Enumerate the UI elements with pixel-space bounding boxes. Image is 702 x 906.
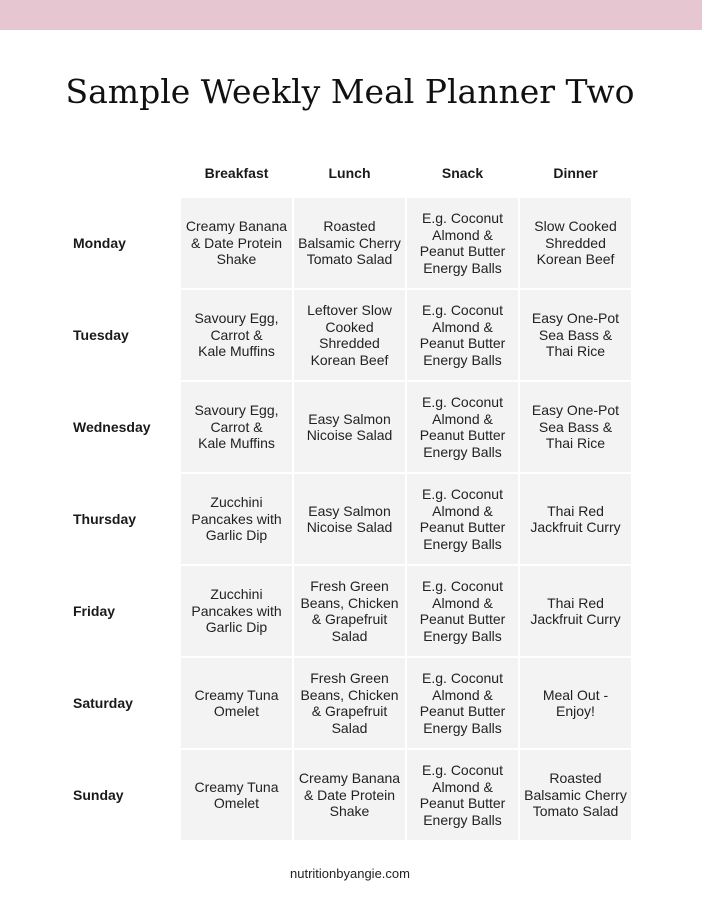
- column-header-lunch: Lunch: [328, 165, 371, 181]
- footer-website: nutritionbyangie.com: [290, 866, 410, 881]
- meal-cell: Savoury Egg, Carrot & Kale Muffins: [181, 290, 292, 380]
- row-label-friday: Friday: [73, 603, 116, 619]
- meal-cell: Thai Red Jackfruit Curry: [520, 474, 631, 564]
- meal-cell: E.g. Coconut Almond & Peanut Butter Energy Balls: [407, 198, 518, 288]
- row-label-sunday: Sunday: [73, 787, 124, 803]
- meal-cell: E.g. Coconut Almond & Peanut Butter Energy Balls: [407, 566, 518, 656]
- meal-cell: Zucchini Pancakes with Garlic Dip: [181, 566, 292, 656]
- row-label-saturday: Saturday: [73, 695, 133, 711]
- meal-cell: E.g. Coconut Almond & Peanut Butter Energy Balls: [407, 750, 518, 840]
- meal-cell: E.g. Coconut Almond & Peanut Butter Energy Balls: [407, 658, 518, 748]
- row-label-thursday: Thursday: [73, 511, 137, 527]
- meal-cell: Roasted Balsamic Cherry Tomato Salad: [294, 198, 405, 288]
- meal-cell: Savoury Egg, Carrot & Kale Muffins: [181, 382, 292, 472]
- top-color-band: [0, 0, 702, 30]
- row-label-wednesday: Wednesday: [73, 419, 151, 435]
- meal-cell: E.g. Coconut Almond & Peanut Butter Energy Balls: [407, 290, 518, 380]
- column-header-dinner: Dinner: [553, 165, 598, 181]
- meal-cell: Leftover Slow Cooked Shredded Korean Beef: [294, 290, 405, 380]
- meal-cell: Fresh Green Beans, Chicken & Grapefruit Salad: [294, 566, 405, 656]
- meal-cell: Easy One-Pot Sea Bass & Thai Rice: [520, 290, 631, 380]
- meal-cell: Easy Salmon Nicoise Salad: [294, 382, 405, 472]
- table-corner: [62, 150, 179, 196]
- meal-cell: Creamy Tuna Omelet: [181, 658, 292, 748]
- meal-cell: Creamy Banana & Date Protein Shake: [294, 750, 405, 840]
- column-header-snack: Snack: [441, 165, 484, 181]
- meal-cell: Fresh Green Beans, Chicken & Grapefruit Salad: [294, 658, 405, 748]
- meal-cell: E.g. Coconut Almond & Peanut Butter Energy Balls: [407, 382, 518, 472]
- meal-cell: Roasted Balsamic Cherry Tomato Salad: [520, 750, 631, 840]
- meal-cell: E.g. Coconut Almond & Peanut Butter Energy Balls: [407, 474, 518, 564]
- meal-cell: Easy Salmon Nicoise Salad: [294, 474, 405, 564]
- meal-planner-table: [62, 150, 631, 840]
- meal-cell: Thai Red Jackfruit Curry: [520, 566, 631, 656]
- meal-cell: Easy One-Pot Sea Bass & Thai Rice: [520, 382, 631, 472]
- row-label-tuesday: Tuesday: [73, 327, 129, 343]
- column-header-breakfast: Breakfast: [204, 165, 269, 181]
- page-title: Sample Weekly Meal Planner Two: [65, 72, 635, 111]
- row-label-monday: Monday: [73, 235, 126, 251]
- meal-cell: Creamy Banana & Date Protein Shake: [181, 198, 292, 288]
- meal-cell: Meal Out - Enjoy!: [520, 658, 631, 748]
- meal-cell: Creamy Tuna Omelet: [181, 750, 292, 840]
- meal-cell: Zucchini Pancakes with Garlic Dip: [181, 474, 292, 564]
- meal-cell: Slow Cooked Shredded Korean Beef: [520, 198, 631, 288]
